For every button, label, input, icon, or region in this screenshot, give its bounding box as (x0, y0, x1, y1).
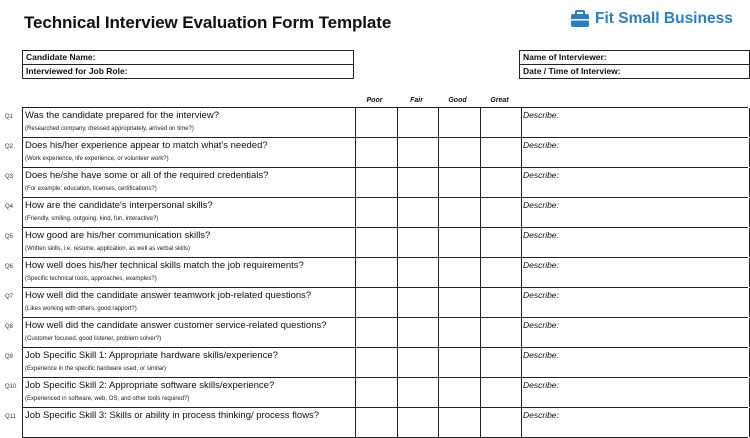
rating-good-cell[interactable] (438, 318, 481, 347)
question-hint: (Likes working with others, good rapport?) (25, 306, 137, 312)
question-number: Q11 (5, 414, 16, 420)
rating-fair-cell[interactable] (397, 198, 439, 227)
question-number: Q7 (5, 294, 14, 300)
question-number: Q4 (5, 204, 14, 210)
question-number: Q6 (5, 264, 14, 270)
rating-good-cell[interactable] (438, 348, 481, 377)
brand-name: Fit Small Business (595, 10, 733, 27)
describe-label: Describe: (523, 350, 559, 360)
page-title: Technical Interview Evaluation Form Template (24, 13, 392, 32)
table-row (5, 138, 748, 168)
rating-fair-cell[interactable] (397, 138, 439, 167)
rating-good-cell[interactable] (438, 198, 481, 227)
rating-great-cell[interactable] (480, 348, 522, 377)
describe-label: Describe: (523, 170, 559, 180)
table-row (5, 168, 748, 198)
evaluation-table (5, 107, 748, 438)
table-row (5, 258, 748, 288)
rating-good-cell[interactable] (438, 378, 481, 407)
table-row (5, 108, 748, 138)
describe-label: Describe: (523, 230, 559, 240)
rating-poor-cell[interactable] (355, 228, 398, 257)
rating-great-cell[interactable] (480, 408, 522, 437)
rating-fair-cell[interactable] (397, 318, 439, 347)
rating-good-cell[interactable] (438, 258, 481, 287)
job-role-field: Interviewed for Job Role: (23, 64, 353, 78)
question-number: Q9 (5, 354, 14, 360)
rating-poor-cell[interactable] (355, 348, 398, 377)
scale-great: Great (490, 97, 509, 104)
rating-great-cell[interactable] (480, 198, 522, 227)
rating-poor-cell[interactable] (355, 378, 398, 407)
question-number: Q3 (5, 174, 14, 180)
rating-good-cell[interactable] (438, 168, 481, 197)
rating-fair-cell[interactable] (397, 228, 439, 257)
question-hint: (Researched company, dressed appropriately, arrived on time?) (25, 126, 194, 132)
rating-poor-cell[interactable] (355, 198, 398, 227)
question-text: Does his/her experience appear to match what's needed? (25, 140, 268, 151)
question-text: Does he/she have some or all of the required credentials? (25, 170, 269, 181)
rating-fair-cell[interactable] (397, 108, 439, 137)
briefcase-icon (570, 10, 590, 28)
question-text: Job Specific Skill 3: Skills or ability in process thinking/ process flows? (25, 410, 320, 421)
question-text: How well did the candidate answer customer service-related questions? (25, 320, 327, 331)
rating-poor-cell[interactable] (355, 168, 398, 197)
describe-label: Describe: (523, 380, 559, 390)
rating-great-cell[interactable] (480, 108, 522, 137)
describe-label: Describe: (523, 410, 559, 420)
question-hint: (Specific technical tools, approaches, examples?) (25, 276, 157, 282)
describe-label: Describe: (523, 200, 559, 210)
question-text: Job Specific Skill 2: Appropriate software skills/experience? (25, 380, 275, 391)
rating-good-cell[interactable] (438, 228, 481, 257)
rating-good-cell[interactable] (438, 408, 481, 437)
rating-great-cell[interactable] (480, 228, 522, 257)
rating-great-cell[interactable] (480, 288, 522, 317)
rating-poor-cell[interactable] (355, 318, 398, 347)
describe-label: Describe: (523, 290, 559, 300)
question-number: Q10 (5, 384, 17, 390)
question-hint: (Experienced in software, web, OS, and other tools required?) (25, 396, 190, 402)
question-text: Job Specific Skill 1: Appropriate hardware skills/experience? (25, 350, 278, 361)
rating-fair-cell[interactable] (397, 408, 439, 437)
question-number: Q8 (5, 324, 14, 330)
scale-good: Good (448, 97, 467, 104)
question-hint: (Written skills, i.e. resume, application, as well as verbal skills) (25, 246, 190, 252)
question-text: How good are his/her communication skills? (25, 230, 211, 241)
interviewer-info-box (519, 50, 750, 79)
interview-datetime-field: Date / Time of Interview: (520, 64, 749, 78)
question-hint: (Experience in the specific hardware used, or similar) (25, 366, 167, 372)
table-row (5, 408, 748, 438)
question-hint: (Friendly, smiling, outgoing, kind, fun, interactive?) (25, 216, 159, 222)
rating-great-cell[interactable] (480, 378, 522, 407)
rating-poor-cell[interactable] (355, 408, 398, 437)
describe-label: Describe: (523, 260, 559, 270)
scale-poor: Poor (366, 97, 383, 104)
rating-poor-cell[interactable] (355, 108, 398, 137)
candidate-name-field: Candidate Name: (26, 52, 96, 62)
rating-great-cell[interactable] (480, 168, 522, 197)
scale-fair: Fair (410, 97, 423, 104)
table-row (5, 228, 748, 258)
describe-label: Describe: (523, 140, 559, 150)
table-row (5, 348, 748, 378)
question-text: Was the candidate prepared for the interview? (25, 110, 219, 121)
interviewer-name-field: Name of Interviewer: (523, 52, 607, 62)
brand-logo (570, 8, 733, 30)
table-row (5, 288, 748, 318)
rating-poor-cell[interactable] (355, 138, 398, 167)
candidate-info-box (22, 50, 354, 79)
rating-great-cell[interactable] (480, 138, 522, 167)
question-number: Q2 (5, 144, 14, 150)
question-text: How well does his/her technical skills match the job requirements? (25, 260, 304, 271)
question-hint: (Work experience, life experience, or volunteer work?) (25, 156, 169, 162)
rating-great-cell[interactable] (480, 258, 522, 287)
rating-good-cell[interactable] (438, 108, 481, 137)
table-row (5, 318, 748, 348)
question-number: Q1 (5, 114, 14, 120)
question-text: How well did the candidate answer teamwork job-related questions? (25, 290, 312, 301)
question-hint: (Customer focused, good listener, problem solver?) (25, 336, 162, 342)
rating-fair-cell[interactable] (397, 348, 439, 377)
question-hint: (For example: education, licenses, certifications?) (25, 186, 157, 192)
rating-poor-cell[interactable] (355, 258, 398, 287)
question-number: Q5 (5, 234, 14, 240)
rating-great-cell[interactable] (480, 318, 522, 347)
rating-good-cell[interactable] (438, 138, 481, 167)
table-row (5, 198, 748, 228)
rating-poor-cell[interactable] (355, 288, 398, 317)
rating-fair-cell[interactable] (397, 258, 439, 287)
table-row (5, 378, 748, 408)
rating-fair-cell[interactable] (397, 168, 439, 197)
describe-label: Describe: (523, 110, 559, 120)
describe-label: Describe: (523, 320, 559, 330)
rating-good-cell[interactable] (438, 288, 481, 317)
question-text: How are the candidate's interpersonal skills? (25, 200, 213, 211)
rating-fair-cell[interactable] (397, 288, 439, 317)
rating-fair-cell[interactable] (397, 378, 439, 407)
